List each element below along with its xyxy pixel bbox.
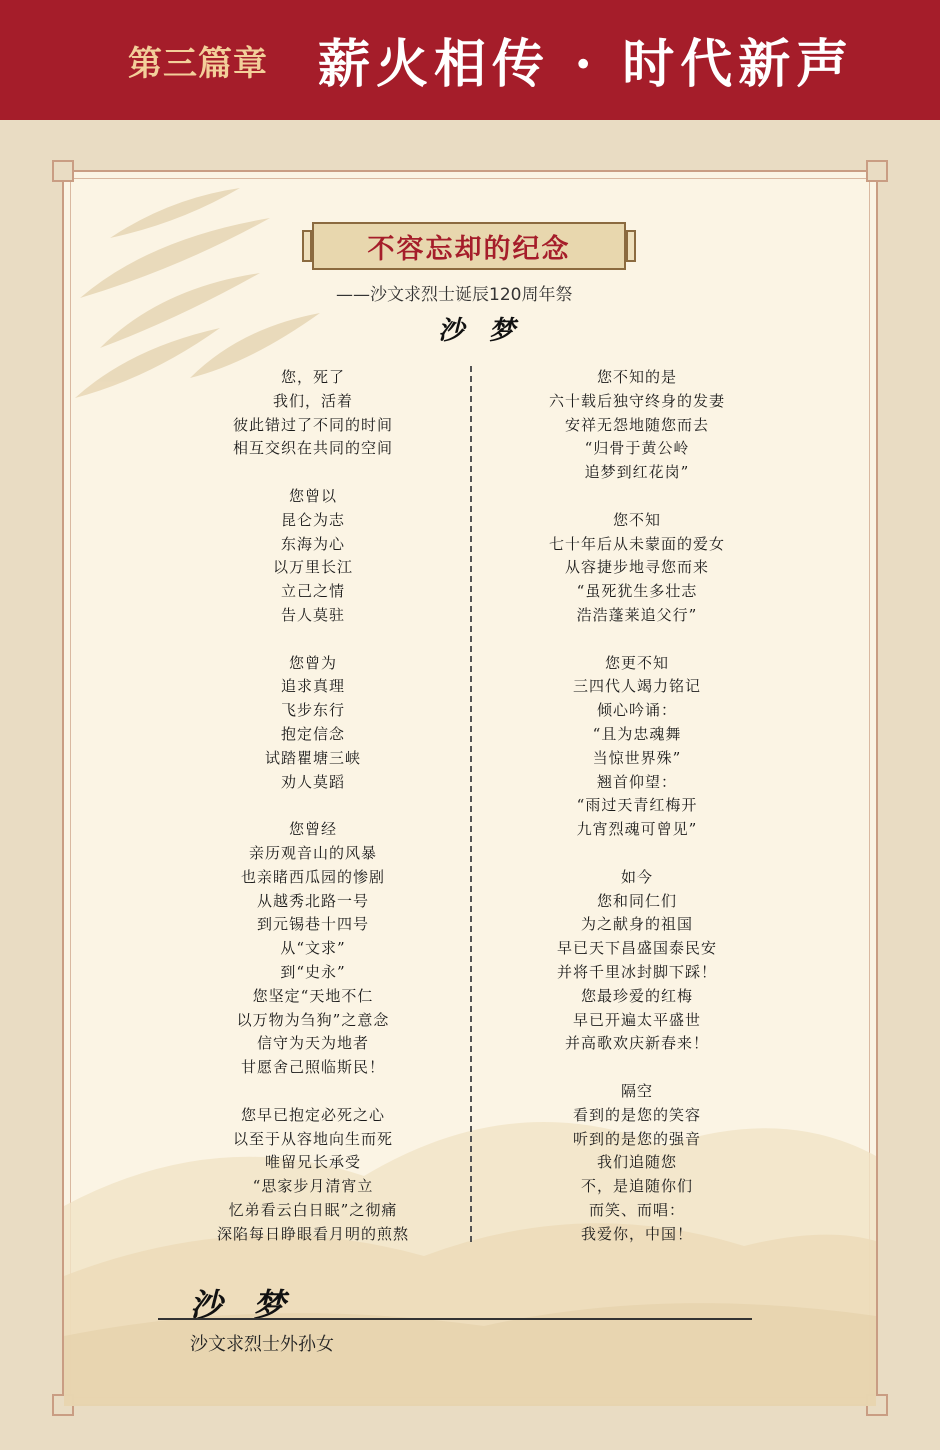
poem-line: 彼此错过了不同的时间 (232, 415, 393, 434)
poem-line: 您坚定“天地不仁 (252, 986, 374, 1005)
poem-line: 我们，活着 (272, 391, 353, 410)
poem-line: 昆仑为志 (280, 510, 345, 529)
signature-description: 沙文求烈士外孙女 (190, 1334, 334, 1355)
signature-rule (158, 1318, 752, 1320)
poem-line: 倾心吟诵： (596, 701, 677, 720)
poem-line: 相互交织在共同的空间 (232, 439, 393, 458)
poem-line: 安祥无怨地随您而去 (564, 415, 709, 434)
poem-left-column (188, 366, 438, 1246)
poem-line: 如今 (620, 867, 653, 886)
poem-line: 而笑、而唱： (588, 1200, 685, 1219)
poem-line: 您不知的是 (596, 368, 677, 386)
poem-line: “归骨于黄公岭 (584, 439, 690, 458)
poem-line: 您更不知 (604, 653, 669, 672)
poem-line: “雨过天青红梅开 (576, 796, 698, 815)
poem-line: “思家步月清宵立 (252, 1177, 374, 1196)
poem-line: 我爱你，中国！ (580, 1224, 693, 1243)
poem-line: 隔空 (620, 1081, 653, 1100)
poem-line: 飞步东行 (280, 701, 345, 720)
poem-line: 早已开遍太平盛世 (572, 1010, 701, 1029)
poem-line: 立己之情 (280, 582, 345, 601)
poem-line: 您和同仁们 (596, 891, 677, 910)
poem-line: 也亲睹西瓜园的惨剧 (240, 867, 385, 886)
chapter-header (0, 0, 940, 120)
stanza-break (512, 842, 762, 866)
poem-line: 以至于从容地向生而死 (232, 1129, 393, 1148)
poem-line: 并高歌欢庆新春来！ (564, 1034, 709, 1053)
poem-line: 六十载后独守终身的发妻 (548, 391, 725, 410)
chapter-title: 薪火相传 · 时代新声 (318, 34, 855, 95)
poem-line: 劝人莫蹈 (280, 772, 345, 791)
stanza-break (188, 1080, 438, 1104)
poem-line: 并将千里冰封脚下踩！ (556, 962, 717, 981)
poem-right-column (512, 366, 762, 1246)
poem-line: “且为忠魂舞 (592, 724, 682, 743)
poem-title: 不容忘却的纪念 (367, 233, 571, 265)
chapter-label: 第三篇章 (128, 44, 268, 84)
poem-line: 看到的是您的笑容 (572, 1105, 701, 1124)
poem-line: 您曾经 (288, 820, 337, 839)
stanza-break (512, 628, 762, 652)
poem-subtitle: ——沙文求烈士诞辰120周年祭 (336, 285, 573, 305)
stanza-break (512, 485, 762, 509)
stanza-break (512, 1056, 762, 1080)
poem-line: 七十年后从未蒙面的爱女 (548, 534, 725, 553)
poem-line: 为之献身的祖国 (580, 915, 693, 934)
poem-line: 从容捷步地寻您而来 (564, 558, 709, 577)
stanza-break (188, 628, 438, 652)
poem-line: 您不知 (612, 510, 661, 529)
poem-line: 深陷每日睁眼看月明的煎熬 (216, 1224, 409, 1243)
poem-line: 甘愿舍己照临斯民！ (240, 1058, 385, 1077)
poem-line: 从越秀北路一号 (256, 891, 369, 910)
poem-line: 唯留兄长承受 (264, 1153, 361, 1172)
poem-line: 抱定信念 (280, 724, 345, 743)
signature-name: 沙 梦 (190, 1286, 296, 1324)
poem-line: 您，死了 (280, 368, 345, 386)
poem-line: 东海为心 (280, 534, 345, 553)
poem-line: 您早已抱定必死之心 (240, 1105, 385, 1124)
poem-line: 试踏瞿塘三峡 (264, 748, 361, 767)
poem-line: 浩浩蓬莱追父行” (576, 605, 698, 624)
stanza-break (188, 794, 438, 818)
poem-line: 从“文求” (280, 939, 346, 958)
poem-line: 当惊世界殊” (592, 748, 682, 767)
poem-title-plaque (312, 222, 626, 270)
poem-line: 追梦到红花岗” (584, 463, 690, 482)
poem-line: 三四代人竭力铭记 (572, 677, 701, 696)
poem-line: 信守为天为地者 (256, 1034, 369, 1053)
poem-line: 九宵烈魂可曾见” (576, 820, 698, 839)
card-corner-ornament (866, 160, 888, 182)
poem-line: 早已天下昌盛国泰民安 (556, 939, 717, 958)
poem-line: 我们追随您 (596, 1153, 677, 1172)
column-divider (470, 366, 472, 1242)
poem-line: 忆弟看云白日眠”之彻痛 (228, 1200, 398, 1219)
poem-line: 以万物为刍狗”之意念 (236, 1010, 390, 1029)
poem-line: “虽死犹生多壮志 (576, 582, 698, 601)
poem-line: 告人莫驻 (280, 605, 345, 624)
poem-line: 到元锡巷十四号 (256, 915, 369, 934)
poem-line: 听到的是您的强音 (572, 1129, 701, 1148)
poem-line: 不，是追随你们 (580, 1177, 693, 1196)
poem-line: 您曾为 (288, 653, 337, 672)
poem-line: 翘首仰望： (596, 772, 677, 791)
poem-line: 您最珍爱的红梅 (580, 986, 693, 1005)
poem-line: 亲历观音山的风暴 (248, 843, 377, 862)
poem-author: 沙 梦 (438, 316, 524, 346)
poem-line: 追求真理 (280, 677, 345, 696)
poem-line: 您曾以 (288, 486, 337, 505)
poem-line: 以万里长江 (272, 558, 353, 577)
stanza-break (188, 461, 438, 485)
poem-line: 到“史永” (280, 962, 346, 981)
